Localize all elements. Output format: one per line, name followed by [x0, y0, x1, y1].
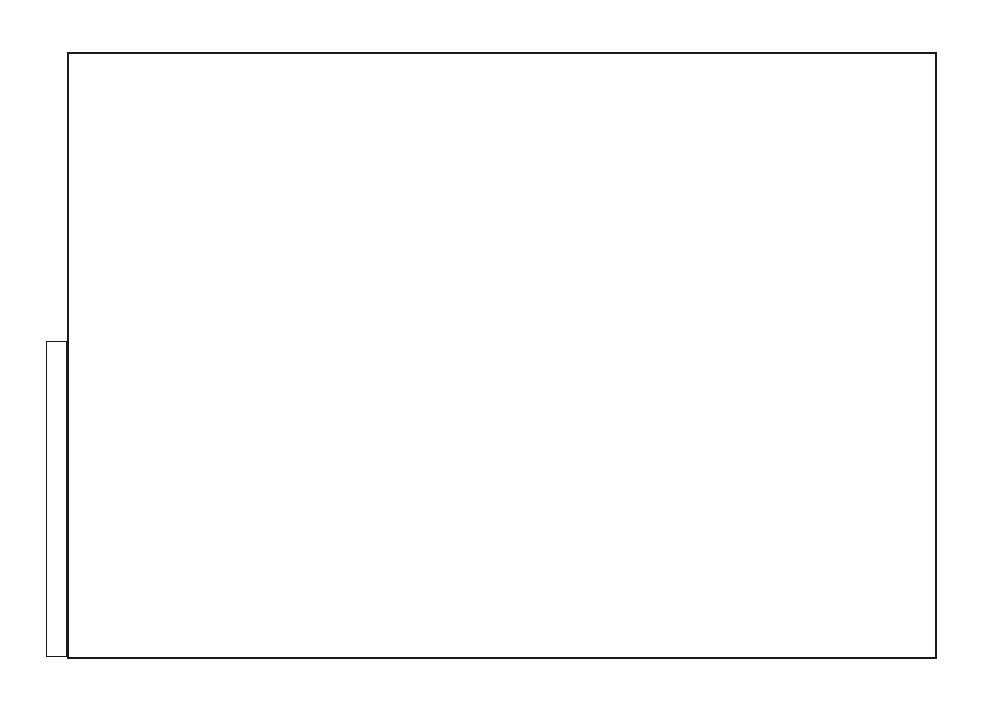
signature-block: [46, 341, 67, 657]
drawing-frame: [67, 52, 937, 659]
